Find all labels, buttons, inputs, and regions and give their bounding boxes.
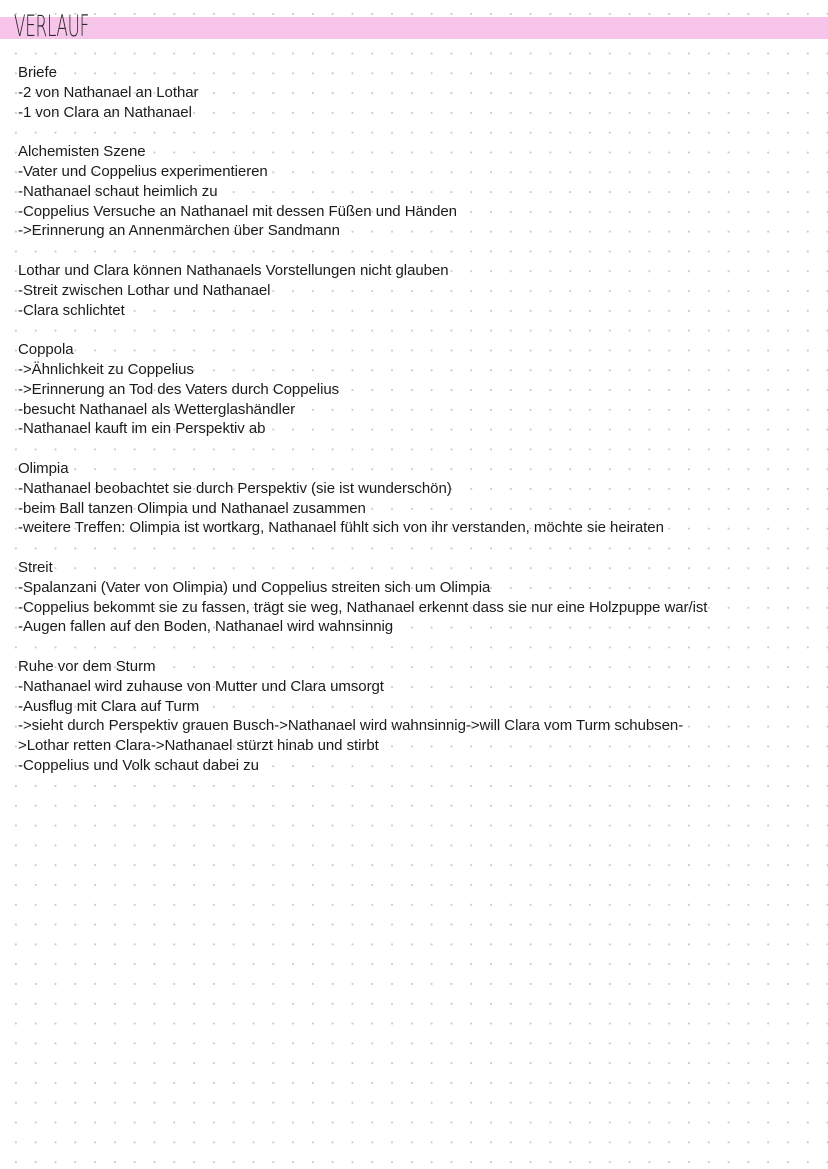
note-line: -Vater und Coppelius experimentieren <box>18 162 268 180</box>
note-line: ->Erinnerung an Annenmärchen über Sandmann <box>18 222 340 240</box>
section-streit <box>18 558 823 637</box>
note-line: -Nathanael schaut heimlich zu <box>18 182 218 200</box>
note-line: -2 von Nathanael an Lothar <box>18 83 199 101</box>
note-line: -Nathanael wird zuhause von Mutter und Clara umsorgt <box>18 677 384 695</box>
header-band <box>0 17 828 39</box>
note-line: -beim Ball tanzen Olimpia und Nathanael zusammen <box>18 499 366 517</box>
section-title: Olimpia <box>18 459 69 477</box>
note-line: -1 von Clara an Nathanael <box>18 103 192 121</box>
section-alchemisten-szene <box>18 142 823 241</box>
note-line: -besucht Nathanael als Wetterglashändler <box>18 400 296 418</box>
section-lothar-clara <box>18 261 823 320</box>
note-line: -weitere Treffen: Olimpia ist wortkarg, Nathanael fühlt sich von ihr verstanden, möchte sie heiraten <box>18 519 664 537</box>
note-line: >Lothar retten Clara->Nathanael stürzt hinab und stirbt <box>18 737 379 755</box>
notes-body <box>18 63 823 795</box>
section-title: Coppola <box>18 341 74 359</box>
section-olimpia <box>18 459 823 538</box>
note-line: -Coppelius bekommt sie zu fassen, trägt sie weg, Nathanael erkennt dass sie nur eine Holzpuppe war/ist <box>18 598 708 616</box>
note-line: -Coppelius Versuche an Nathanael mit dessen Füßen und Händen <box>18 202 457 220</box>
note-line: -Nathanael beobachtet sie durch Perspektiv (sie ist wunderschön) <box>18 479 452 497</box>
section-coppola <box>18 340 823 439</box>
note-line: ->Ähnlichkeit zu Coppelius <box>18 360 194 378</box>
note-line: -Ausflug mit Clara auf Turm <box>18 697 200 715</box>
section-briefe <box>18 63 823 122</box>
note-line: ->Erinnerung an Tod des Vaters durch Coppelius <box>18 380 340 398</box>
note-line: -Coppelius und Volk schaut dabei zu <box>18 756 259 774</box>
note-line: -Streit zwischen Lothar und Nathanael <box>18 281 271 299</box>
section-title: Briefe <box>18 64 57 81</box>
section-ruhe-vor-dem-sturm <box>18 657 823 776</box>
page-title: VERLAUF <box>14 9 90 43</box>
note-line: -Spalanzani (Vater von Olimpia) und Coppelius streiten sich um Olimpia <box>18 578 491 596</box>
note-line: ->sieht durch Perspektiv grauen Busch->Nathanael wird wahnsinnig->will Clara vom Turm schubsen- <box>18 717 684 735</box>
note-line: -Augen fallen auf den Boden, Nathanael wird wahnsinnig <box>18 618 394 636</box>
note-line: -Nathanael kauft im ein Perspektiv ab <box>18 420 266 438</box>
note-line: -Clara schlichtet <box>18 301 125 319</box>
section-title: Ruhe vor dem Sturm <box>18 657 156 675</box>
section-title: Streit <box>18 558 53 576</box>
section-title: Alchemisten Szene <box>18 143 146 161</box>
section-title: Lothar und Clara können Nathanaels Vorstellungen nicht glauben <box>18 261 449 279</box>
